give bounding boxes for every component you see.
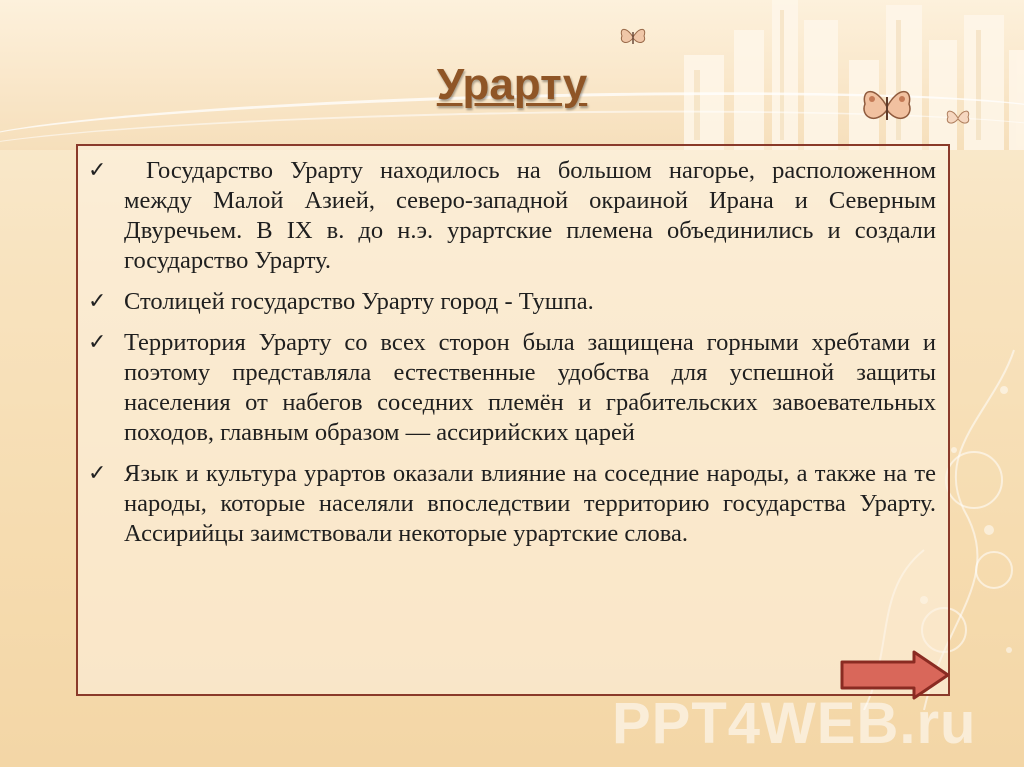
bullet-text: Столицей государство Урарту город - Тушпа. <box>124 288 594 315</box>
bullet-list <box>78 146 948 549</box>
checkmark-icon: ✓ <box>88 158 107 183</box>
checkmark-icon: ✓ <box>88 289 107 314</box>
list-item <box>88 287 936 317</box>
page-title: Урарту <box>436 60 588 109</box>
list-item <box>88 156 936 276</box>
list-item <box>88 328 936 448</box>
bullet-text: Язык и культура урартов оказали влияние на соседние народы, а также на те народы, которые населяли впоследствии территорию государства Урарту. Ассирийцы заимствовали некоторые урартские слова. <box>124 460 936 547</box>
bullet-text: Территория Урарту со всех сторон была защищена горными хребтами и поэтому представляла естественные удобства для успешной защиты населения от набегов соседних племён и грабительских завоевательных походов, главным образом — ассирийских царей <box>124 329 936 446</box>
list-item <box>88 459 936 549</box>
bullet-text: Государство Урарту находилось на большом нагорье, расположенном между Малой Азией, северо-западной окраиной Ирана и Северным Двуречьем. В IX в. до н.э. урартские племена объединились и создали государство Урарту. <box>124 157 936 274</box>
checkmark-icon: ✓ <box>88 461 107 486</box>
watermark: PPT4WEB.ru <box>612 691 977 756</box>
content-frame <box>76 144 950 696</box>
butterfly-icon <box>618 24 648 50</box>
checkmark-icon: ✓ <box>88 330 107 355</box>
